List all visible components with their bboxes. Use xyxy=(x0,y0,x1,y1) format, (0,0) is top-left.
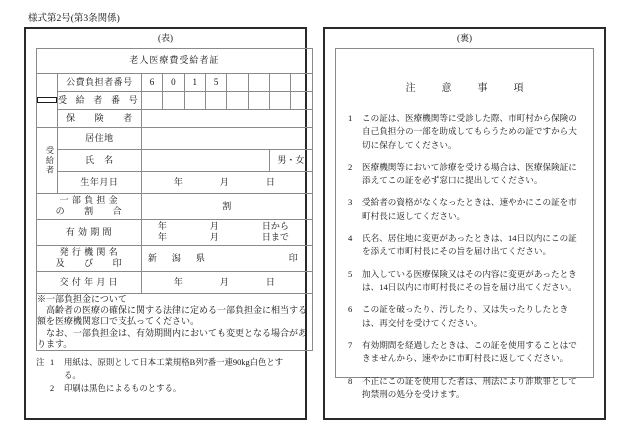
valid-to-month: 月 xyxy=(209,232,219,243)
valid-from-month: 月 xyxy=(209,221,219,232)
footnote-number: 1 xyxy=(50,358,55,368)
notice-text: 医療機関等において診療を受ける場合は、医療保険証に添えてこの証を必ず窓口に提出してください。 xyxy=(362,161,577,186)
notice-number: 8 xyxy=(348,375,353,386)
recipient-number-digit xyxy=(227,91,248,109)
public-burden-digit: 1 xyxy=(184,73,205,91)
recipient-number-digit xyxy=(163,91,184,109)
issuer-label xyxy=(37,245,142,271)
valid-to-day: 日まで xyxy=(261,232,289,243)
footnotes-head-label: 注 xyxy=(36,358,45,368)
valid-period-value-cell xyxy=(141,219,312,245)
stamp-box-cell xyxy=(37,73,58,127)
kenro-stamp-box xyxy=(37,97,57,103)
table-row xyxy=(37,219,313,245)
residence-label: 居住地 xyxy=(58,127,142,149)
public-burden-digit xyxy=(248,73,269,91)
public-burden-label: 公費負担者番号 xyxy=(58,73,142,91)
copay-note-block xyxy=(37,293,313,350)
recipient-number-digit xyxy=(291,91,312,109)
table-row xyxy=(37,127,313,149)
footnote-item xyxy=(36,356,295,382)
issue-year-unit: 年 xyxy=(173,276,183,287)
notice-text: この証を破ったり、汚したり、又は失ったりしたときは、再交付を受けてください。 xyxy=(362,304,569,328)
back-notice-title: 注 意 事 項 xyxy=(405,82,532,94)
table-row xyxy=(37,73,313,91)
notice-item xyxy=(348,112,581,152)
footnotes-block xyxy=(36,356,295,395)
recipient-number-digit xyxy=(184,91,205,109)
issuer-name: 新 潟 県 xyxy=(147,252,208,263)
table-row xyxy=(37,293,313,350)
copay-ratio-label-line2: の 割 合 xyxy=(55,206,123,217)
recipient-vertical-label-cell xyxy=(37,127,58,193)
issuer-label-line1: 発 行 機 関 名 xyxy=(59,247,119,258)
notice-item xyxy=(348,375,581,402)
notice-text: 加入している医療保険又はその内容に変更があったときは、14日以内に市町村長にその旨を届け出てください。 xyxy=(362,268,577,293)
issuer-value-cell xyxy=(141,245,312,271)
form-number-heading: 様式第2号(第3条関係) xyxy=(28,14,120,24)
public-burden-digit xyxy=(227,73,248,91)
table-row xyxy=(37,48,313,73)
public-burden-digit xyxy=(291,73,312,91)
back-notice-box xyxy=(335,48,594,399)
notice-text: 有効期間を経過したときは、この証を使用することはできませんから、速やかに市町村長に返してください。 xyxy=(362,339,577,364)
notice-number: 1 xyxy=(348,112,353,123)
issue-day-unit: 日 xyxy=(265,276,275,287)
valid-from-year: 年 xyxy=(157,221,167,232)
table-row xyxy=(37,91,313,109)
table-row xyxy=(37,193,313,219)
name-label: 氏 名 xyxy=(58,149,142,171)
notice-number: 3 xyxy=(348,197,353,208)
birth-month-unit: 月 xyxy=(219,176,229,187)
public-burden-digit: 0 xyxy=(163,73,184,91)
notice-number: 4 xyxy=(348,233,353,244)
notice-text: この証は、医療機関等に受診した際、市町村から保険の自己負担分の一部を助成してもらうための証ですから大切に保存してください。 xyxy=(362,112,577,150)
copay-note-heading: ※一部負担金について xyxy=(37,293,127,304)
recipient-number-digit xyxy=(248,91,269,109)
notice-number: 7 xyxy=(348,339,353,350)
birth-day-unit: 日 xyxy=(265,176,275,187)
public-burden-digit: 5 xyxy=(205,73,226,91)
table-row xyxy=(37,149,313,171)
public-burden-digit xyxy=(270,73,291,91)
front-side-label: (表) xyxy=(158,33,173,43)
notice-text: 氏名、居住地に変更があったときは、14日以内にこの証を添えて市町村長にその旨を届け出てください。 xyxy=(362,233,577,257)
recipient-number-label: 受 給 者 番 号 xyxy=(58,91,142,109)
notice-text: 不正にこの証を使用した者は、刑法により詐欺罪として拘禁刑の処分を受けます。 xyxy=(362,375,577,399)
issuer-seal-mark: 印 xyxy=(288,252,298,263)
notice-item xyxy=(348,196,581,223)
footnote-item xyxy=(36,382,295,395)
notice-number: 6 xyxy=(348,304,353,315)
footnote-spacer xyxy=(36,382,50,395)
birth-value-cell xyxy=(141,171,312,193)
recipient-vertical-label: 受給者 xyxy=(45,145,55,175)
back-side-label: (裏) xyxy=(457,33,472,43)
valid-period-label: 有 効 期 間 xyxy=(37,219,142,245)
copay-ratio-value: 割 xyxy=(141,193,312,219)
copay-note-paragraph-2: なお、一部負担金は、有効期間内においても変更となる場合があります。 xyxy=(37,327,308,349)
issue-date-value-cell xyxy=(141,271,312,293)
recipient-number-digit xyxy=(205,91,226,109)
back-panel xyxy=(323,27,606,420)
notice-number: 2 xyxy=(348,161,353,172)
copay-ratio-label xyxy=(37,193,142,219)
public-burden-digit: 6 xyxy=(141,73,162,91)
name-value xyxy=(141,149,269,171)
gender-label: 男・女 xyxy=(270,149,313,171)
table-row xyxy=(37,271,313,293)
insurer-label: 保 険 者 xyxy=(58,109,142,127)
card-title: 老人医療費受給者証 xyxy=(37,48,313,73)
front-panel xyxy=(24,27,307,420)
notice-item xyxy=(348,303,581,330)
birth-label: 生年月日 xyxy=(58,171,142,193)
notice-item xyxy=(348,232,581,259)
front-card-table xyxy=(36,48,313,351)
notice-number: 5 xyxy=(348,268,353,279)
copay-note-paragraph-1: 高齢者の医療の確保に関する法律に定める一部負担金に相当する額を医療機関窓口で支払ってください。 xyxy=(37,305,308,327)
notice-text: 受給者の資格がなくなったときは、速やかにこの証を市町村長に返してください。 xyxy=(362,197,577,221)
valid-from-day: 日から xyxy=(261,221,289,232)
notice-item xyxy=(348,268,581,295)
issue-date-label: 交 付 年 月 日 xyxy=(37,271,142,293)
issuer-label-line2: 及 び 印 xyxy=(55,258,123,269)
birth-year-unit: 年 xyxy=(173,176,183,187)
recipient-number-digit xyxy=(141,91,162,109)
table-row xyxy=(37,245,313,271)
table-row xyxy=(37,109,313,127)
notice-item xyxy=(348,339,581,366)
residence-value xyxy=(141,127,312,149)
recipient-number-digit xyxy=(270,91,291,109)
issue-month-unit: 月 xyxy=(219,276,229,287)
table-row xyxy=(37,171,313,193)
insurer-value xyxy=(141,109,312,127)
copay-ratio-label-line1: 一 部 負 担 金 xyxy=(59,195,119,206)
valid-to-year: 年 xyxy=(157,232,167,243)
footnote-number: 2 xyxy=(50,384,55,394)
footnote-text: 印刷は黒色によるものとする。 xyxy=(64,384,182,394)
notice-item xyxy=(348,161,581,188)
footnote-text: 用紙は、原則として日本工業規格B列7番一連90kg白色とする。 xyxy=(64,358,284,381)
